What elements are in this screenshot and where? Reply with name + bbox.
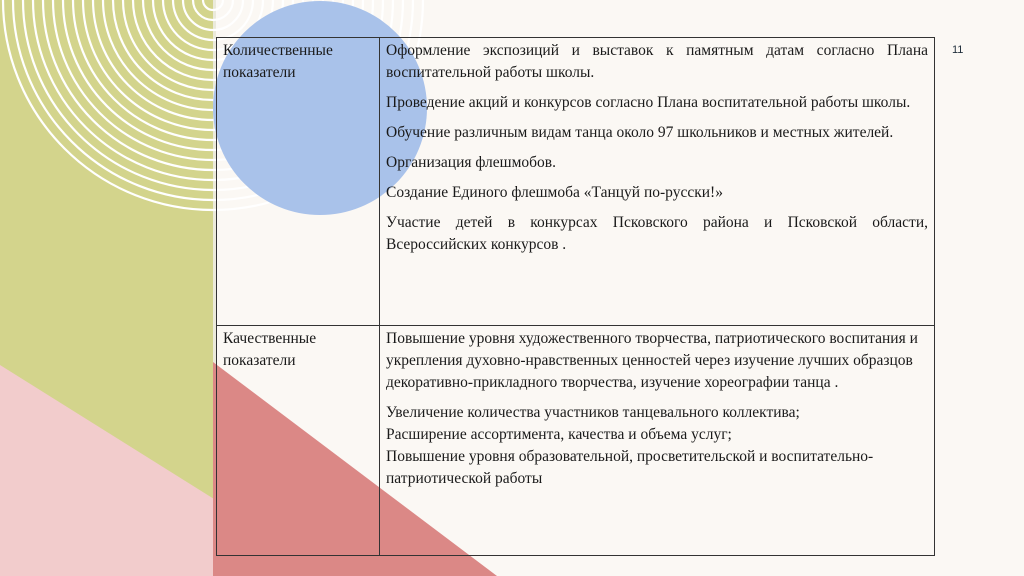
paragraph: Участие детей в конкурсах Псковского района и Псковской области, Всероссийских конкурсов . — [386, 214, 928, 253]
row-content — [380, 38, 935, 326]
results-table — [216, 37, 935, 556]
table-row-qualitative — [217, 326, 935, 556]
paragraph: Оформление экспозиций и выставок к памятным датам согласно Плана воспитательной работы школы. — [386, 42, 928, 81]
paragraph: Организация флешмобов. — [386, 154, 556, 171]
paragraph: Проведение акций и конкурсов согласно Плана воспитательной работы школы. — [386, 94, 911, 111]
row-label: Количественные показатели — [217, 38, 380, 326]
paragraph: Расширение ассортимента, качества и объема услуг; — [386, 426, 732, 443]
row-content — [380, 326, 935, 556]
table-row-quantitative — [217, 38, 935, 326]
row-label: Качественные показатели — [217, 326, 380, 556]
paragraph: Обучение различным видам танца около 97 школьников и местных жителей. — [386, 124, 894, 141]
paragraph: Увеличение количества участников танцевального коллектива; — [386, 404, 800, 421]
page-number: 11 — [952, 44, 964, 56]
paragraph: Повышение уровня образовательной, просветительской и воспитательно-патриотической работы — [386, 448, 874, 487]
paragraph: Повышение уровня художественного творчества, патриотического воспитания и укрепления духовно-нравственных ценностей через изучение лучших образцов декоративно-прикладного творчества, изучение хореографии танца . — [386, 330, 918, 391]
paragraph: Создание Единого флешмоба «Танцуй по-русски!» — [386, 184, 723, 201]
